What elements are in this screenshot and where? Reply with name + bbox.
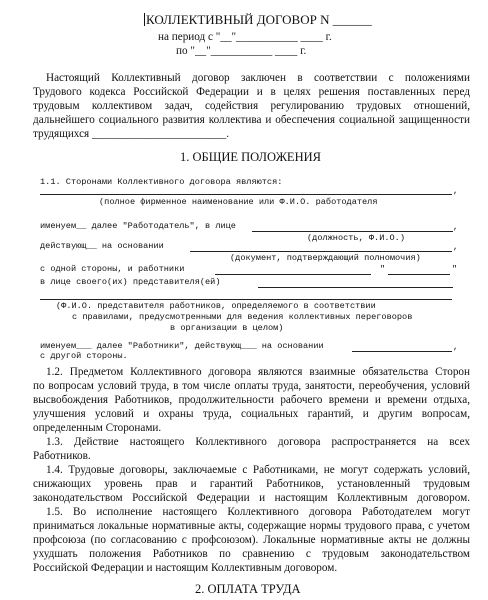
- clause-1-5-line-5: Российской Федерации и настоящим Коллективным договором.: [33, 562, 338, 574]
- rep-caption-3: в организации в целом): [170, 323, 284, 333]
- workers-org-name-field[interactable]: [388, 274, 450, 275]
- period-to-line: по "__"___________ ____ г.: [176, 45, 307, 57]
- representative-field[interactable]: [258, 287, 453, 288]
- clause-1-4-line-1: 1.4. Трудовые договоры, заключаемые с Работниками, не могут содержать условий,: [46, 464, 470, 476]
- document-title-text: КОЛЛЕКТИВНЫЙ ДОГОВОР N ______: [146, 12, 372, 27]
- clause-1-2-line-1: 1.2. Предметом Коллективного договора являются взаимные обязательства Сторон: [46, 366, 470, 378]
- section-1-heading: 1. ОБЩИЕ ПОЛОЖЕНИЯ: [180, 150, 321, 164]
- clause-1-2-line-4: улучшения условий и охраны труда, социальных гарантий, и другим вопросам,: [33, 408, 470, 420]
- comma: ,: [453, 242, 459, 252]
- intro-line-5: трудящихся ________________________.: [33, 128, 230, 140]
- intro-line-3: трудовым коллективом задач, содействия регулированию трудовых отношений,: [33, 100, 470, 112]
- workers-org-field[interactable]: [215, 274, 371, 275]
- intro-line-4: дальнейшего социального развития коллектива и обеспечения социальной защищенности: [33, 114, 470, 126]
- comma: ,: [453, 342, 459, 352]
- period-from-line: на период с "__"___________ ____ г.: [158, 31, 332, 43]
- intro-line-1: Настоящий Коллективный договор заключен в соответствии с положениями: [46, 72, 470, 84]
- clause-1-4-line-3: законодательством Российской Федерации и настоящим Коллективным договором.: [33, 492, 470, 504]
- named-employer-label: именуем__ далее "Работодатель", в лице: [40, 221, 236, 231]
- clause-1-2-line-3: высвобождения Работников, продолжительности рабочего времени и времени отдыха,: [33, 394, 470, 406]
- clause-1-5-line-1: 1.5. Во исполнение настоящего Коллективного договора Работодателем могут: [46, 506, 470, 518]
- employer-name-caption: (полное фирменное наименование или Ф.И.О. работодателя: [99, 197, 378, 207]
- clause-1-3-line-2: Работников.: [33, 450, 91, 462]
- clause-1-3-line-1: 1.3. Действие настоящего Коллективного договора распространяется на всех: [46, 436, 470, 448]
- one-side-label: с одной стороны, и работники: [40, 264, 185, 274]
- authority-document-field[interactable]: [190, 251, 452, 252]
- employer-name-field[interactable]: [40, 194, 452, 195]
- clause-1-2-line-2: по вопросам условий труда, в том числе оплаты труда, занятости, переобучения, условий: [33, 380, 470, 392]
- clause-1-4-line-2: снижающих уровень прав и гарантий Работников, установленный трудовым: [33, 478, 470, 490]
- named-workers-label: именуем___ далее "Работники", действующ___ на основании: [40, 341, 324, 351]
- clause-1-5-line-2: приниматься локальные нормативные акты, содержащие нормы трудового права, с учетом: [33, 520, 470, 532]
- representative-label: в лице своего(их) представителя(ей): [40, 277, 221, 287]
- section-2-heading: 2. ОПЛАТА ТРУДА: [195, 582, 301, 596]
- comma: ,: [453, 186, 459, 196]
- rep-caption-1: (Ф.И.О. представителя работников, определяемого в соответствии: [56, 301, 376, 311]
- quote-close: ": [452, 264, 458, 274]
- position-caption: (должность, Ф.И.О.): [307, 233, 405, 243]
- intro-line-2: Трудового кодекса Российской Федерации и в целях решения поставленных перед: [33, 86, 470, 98]
- quote-open: ": [380, 264, 386, 274]
- clause-1-2-line-5: определенным Сторонами.: [33, 422, 162, 434]
- clause-1-5-line-3: профсоюза (по согласованию с профсоюзом). Локальные нормативные акты не должны: [33, 534, 470, 546]
- text-cursor: [144, 13, 145, 26]
- clause-1-5-line-4: ухудшать положения Работников по сравнению с трудовым законодательством: [33, 548, 470, 560]
- comma: ,: [453, 222, 459, 232]
- document-caption: (документ, подтверждающий полномочия): [230, 253, 421, 263]
- clause-1-1-label: 1.1. Сторонами Коллективного договора являются:: [40, 177, 283, 187]
- other-side-label: с другой стороны.: [40, 351, 128, 361]
- employer-representative-field[interactable]: [252, 231, 453, 232]
- workers-basis-field[interactable]: [352, 351, 452, 352]
- document-title: [144, 12, 372, 28]
- rep-caption-2: с правилами, предусмотренными для ведения коллективных переговоров: [72, 312, 413, 322]
- acting-basis-label: действующ__ на основании: [40, 241, 164, 251]
- representative-field-2[interactable]: [40, 299, 452, 300]
